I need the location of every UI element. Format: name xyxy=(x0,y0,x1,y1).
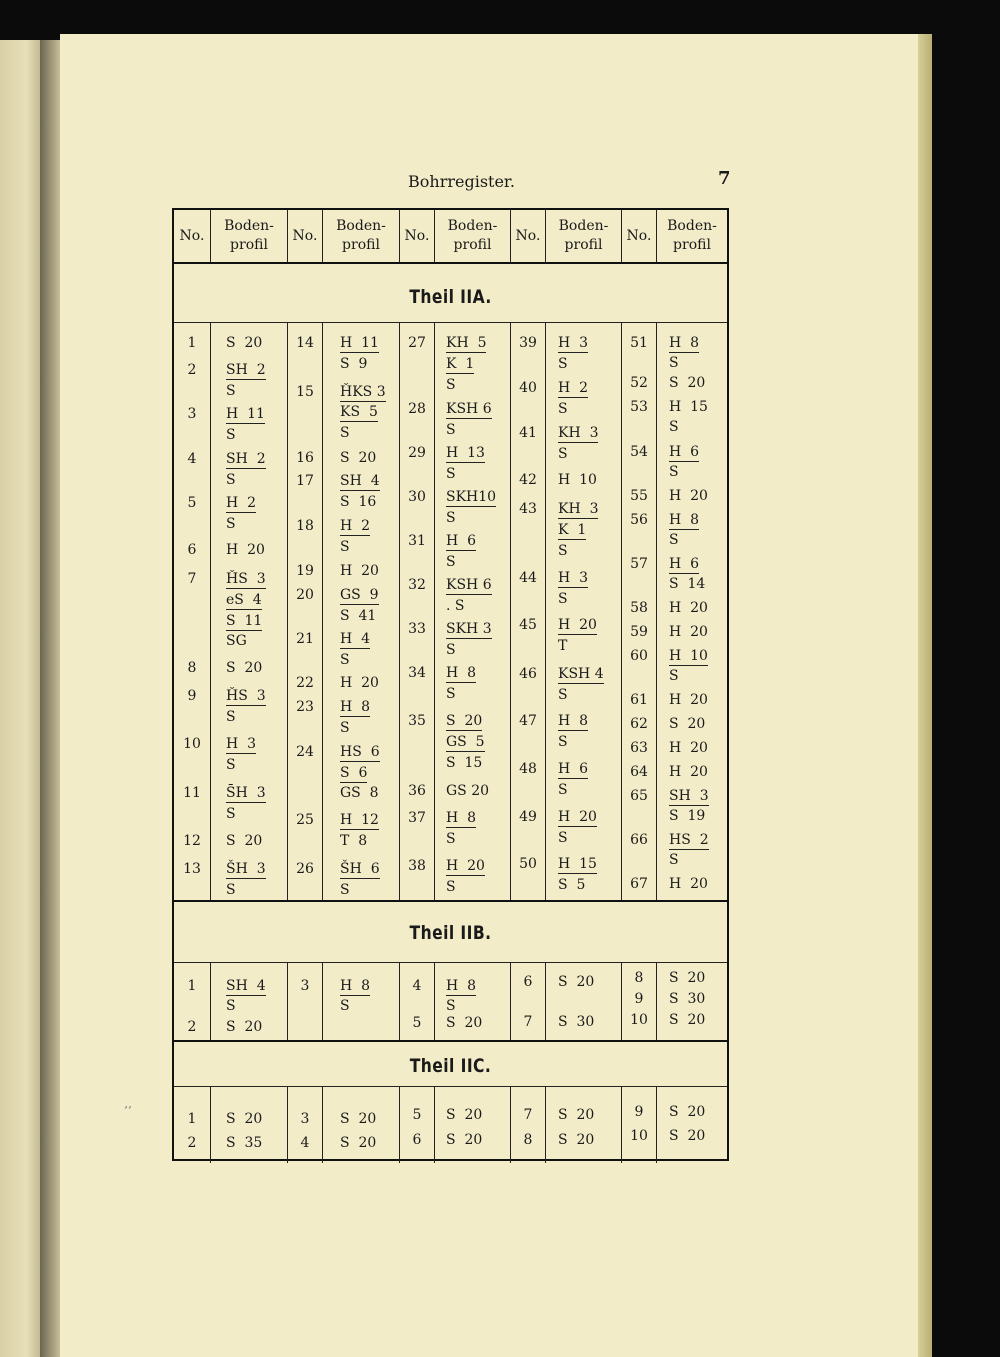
soil-profile-entry: S 11 xyxy=(226,613,263,629)
soil-profile-entry: S xyxy=(558,446,568,462)
bore-number: 47 xyxy=(519,713,537,729)
soil-profile-entry: eS 4 xyxy=(226,592,262,608)
bore-number: 6 xyxy=(412,1132,422,1148)
soil-profile-entry: S xyxy=(446,642,456,658)
column-rule xyxy=(545,1086,546,1163)
soil-profile-entry: S 16 xyxy=(340,494,377,510)
soil-profile-entry: GS 8 xyxy=(340,785,379,801)
bore-number: 3 xyxy=(187,406,197,422)
soil-profile-entry: H 3 xyxy=(226,736,257,752)
bore-number: 65 xyxy=(630,788,648,804)
soil-profile-entry: HS 2 xyxy=(669,832,709,848)
bore-number: 17 xyxy=(296,473,314,489)
column-rule xyxy=(545,210,546,262)
bore-number: 55 xyxy=(630,488,648,504)
soil-profile-entry: H 15 xyxy=(669,399,708,415)
soil-profile-entry: S xyxy=(226,998,236,1014)
soil-profile-entry: S 41 xyxy=(340,608,377,624)
soil-profile-entry: ȞKS 3 xyxy=(340,384,386,400)
soil-profile-entry: S 20 xyxy=(669,375,706,391)
bore-number: 60 xyxy=(630,648,648,664)
soil-profile-entry: H 12 xyxy=(340,812,379,828)
soil-profile-entry: KS 5 xyxy=(340,404,378,420)
col-header-no-4: No. xyxy=(515,227,541,244)
bore-number: 2 xyxy=(187,1135,197,1151)
soil-profile-entry: H 20 xyxy=(446,858,485,874)
soil-profile-entry: H 20 xyxy=(669,692,708,708)
column-rule xyxy=(322,962,323,1040)
soil-profile-entry: H 20 xyxy=(669,764,708,780)
header-profil: profil xyxy=(673,237,711,253)
bore-number: 58 xyxy=(630,600,648,616)
bore-number: 37 xyxy=(408,810,426,826)
soil-profile-entry: S 20 xyxy=(669,1104,706,1120)
soil-profile-entry: H 6 xyxy=(558,761,589,777)
soil-profile-entry: SH 4 xyxy=(226,978,266,994)
bore-number: 9 xyxy=(634,1104,644,1120)
soil-profile-entry: S xyxy=(446,686,456,702)
soil-profile-entry: S xyxy=(340,539,350,555)
soil-profile-entry: S xyxy=(340,998,350,1014)
bore-number: 63 xyxy=(630,740,648,756)
soil-profile-entry: H 4 xyxy=(340,631,371,647)
soil-profile-entry: H 20 xyxy=(669,488,708,504)
soil-profile-entry: H 20 xyxy=(558,617,597,633)
soil-profile-entry: S 20 xyxy=(558,1107,595,1123)
soil-profile-entry: S 35 xyxy=(226,1135,263,1151)
column-rule xyxy=(399,1086,400,1163)
soil-profile-entry: H 20 xyxy=(340,675,379,691)
soil-profile-entry: H 8 xyxy=(446,978,477,994)
bore-number: 10 xyxy=(630,1128,648,1144)
soil-profile-entry: K 1 xyxy=(558,522,587,538)
soil-profile-entry: ȞS 3 xyxy=(226,571,266,587)
column-rule xyxy=(399,210,400,262)
soil-profile-entry: SG xyxy=(226,633,247,649)
soil-profile-entry: H 8 xyxy=(669,512,700,528)
rule-under-theil-iib xyxy=(174,962,727,963)
col-header-profil-4 xyxy=(546,210,621,262)
soil-profile-entry: S xyxy=(226,472,236,488)
bore-number: 23 xyxy=(296,699,314,715)
soil-profile-entry: H 20 xyxy=(669,876,708,892)
col-header-profil-5 xyxy=(657,210,727,262)
soil-profile-entry: S 20 xyxy=(226,833,263,849)
soil-profile-entry: H 20 xyxy=(669,740,708,756)
page-number: 7 xyxy=(718,168,731,189)
bore-number: 33 xyxy=(408,621,426,637)
bore-number: 1 xyxy=(187,978,197,994)
bore-number: 56 xyxy=(630,512,648,528)
rule-end-theil-iia xyxy=(174,900,727,902)
bore-number: 46 xyxy=(519,666,537,682)
soil-profile-entry: H 20 xyxy=(669,624,708,640)
soil-profile-entry: KH 3 xyxy=(558,425,599,441)
soil-profile-entry: S xyxy=(446,879,456,895)
header-boden: Boden- xyxy=(667,218,717,234)
soil-profile-entry: S xyxy=(226,516,236,532)
bore-number: 1 xyxy=(187,335,197,351)
section-title-theil-iia: Theil IIA. xyxy=(409,286,492,308)
soil-profile-entry: S 20 xyxy=(558,1132,595,1148)
soil-profile-entry: S xyxy=(558,734,568,750)
soil-profile-entry: S 20 xyxy=(340,1111,377,1127)
bore-number: 16 xyxy=(296,450,314,466)
bore-number: 2 xyxy=(187,1019,197,1035)
bore-number: 66 xyxy=(630,832,648,848)
soil-profile-entry: . S xyxy=(446,598,465,614)
soil-profile-entry: S 30 xyxy=(558,1014,595,1030)
soil-profile-entry: H 8 xyxy=(669,335,700,351)
bore-number: 5 xyxy=(412,1107,422,1123)
header-profil: profil xyxy=(342,237,380,253)
facing-page-edge xyxy=(0,40,44,1357)
soil-profile-entry: S 20 xyxy=(446,1132,483,1148)
bore-number: 45 xyxy=(519,617,537,633)
header-profil: profil xyxy=(453,237,492,253)
bore-number: 8 xyxy=(187,660,197,676)
bore-number: 6 xyxy=(523,974,533,990)
soil-profile-entry: S xyxy=(340,720,350,736)
soil-profile-entry: H 10 xyxy=(558,472,597,488)
soil-profile-entry: T xyxy=(558,638,568,654)
soil-profile-entry: S 20 xyxy=(446,1107,483,1123)
soil-profile-entry: H 8 xyxy=(340,699,371,715)
soil-profile-entry: H 8 xyxy=(558,713,589,729)
header-profil: profil xyxy=(230,237,268,253)
bore-number: 7 xyxy=(523,1014,533,1030)
soil-profile-entry: S xyxy=(558,401,568,417)
soil-profile-entry: S 20 xyxy=(558,974,595,990)
bore-number: 48 xyxy=(519,761,537,777)
soil-profile-entry: S 6 xyxy=(340,765,368,781)
col-header-profil-1 xyxy=(211,210,287,262)
column-rule xyxy=(434,210,435,262)
soil-profile-entry: S xyxy=(669,532,679,548)
column-rule xyxy=(210,210,211,262)
bore-number: 27 xyxy=(408,335,426,351)
soil-profile-entry: H 2 xyxy=(340,518,371,534)
rule-under-theil-iia xyxy=(174,322,727,323)
soil-profile-entry: KSH 6 xyxy=(446,577,492,593)
soil-profile-entry: T 8 xyxy=(340,833,368,849)
header-boden: Boden- xyxy=(558,218,609,234)
soil-profile-entry: H 11 xyxy=(340,335,379,351)
soil-profile-entry: H 3 xyxy=(558,570,589,586)
soil-profile-entry: SH 2 xyxy=(226,451,266,467)
bore-number: 49 xyxy=(519,809,537,825)
soil-profile-entry: S xyxy=(446,422,456,438)
bore-number: 4 xyxy=(300,1135,310,1151)
bore-number: 21 xyxy=(296,631,314,647)
bore-number: 44 xyxy=(519,570,537,586)
page-fore-edge xyxy=(918,34,932,1357)
bore-number: 8 xyxy=(634,970,644,986)
bore-number: 19 xyxy=(296,563,314,579)
soil-profile-entry: S xyxy=(669,355,679,371)
soil-profile-entry: H 20 xyxy=(669,600,708,616)
bore-number: 38 xyxy=(408,858,426,874)
bore-number: 4 xyxy=(187,451,197,467)
bore-number: 41 xyxy=(519,425,537,441)
soil-profile-entry: SKH10 xyxy=(446,489,497,505)
soil-profile-entry: H 2 xyxy=(558,380,589,396)
soil-profile-entry: S xyxy=(558,591,568,607)
soil-profile-entry: S 30 xyxy=(669,991,706,1007)
soil-profile-entry: H 6 xyxy=(446,533,477,549)
soil-profile-entry: S xyxy=(669,464,679,480)
soil-profile-entry: S xyxy=(226,427,236,443)
bore-number: 11 xyxy=(183,785,201,801)
bore-number: 64 xyxy=(630,764,648,780)
soil-profile-entry: ȞS 3 xyxy=(226,688,266,704)
soil-profile-entry: KSH 6 xyxy=(446,401,492,417)
column-rule xyxy=(510,210,511,262)
bore-number: 36 xyxy=(408,783,426,799)
soil-profile-entry: S 20 xyxy=(446,713,483,729)
soil-profile-entry: S xyxy=(226,806,236,822)
soil-profile-entry: S xyxy=(558,687,568,703)
bore-number: 1 xyxy=(187,1111,197,1127)
bore-number: 10 xyxy=(183,736,201,752)
bore-number: 20 xyxy=(296,587,314,603)
soil-profile-entry: H 6 xyxy=(669,556,700,572)
header-boden: Boden- xyxy=(447,218,498,234)
soil-profile-entry: S xyxy=(446,377,456,393)
soil-profile-entry: GS 5 xyxy=(446,734,485,750)
bore-number: 18 xyxy=(296,518,314,534)
soil-profile-entry: S 20 xyxy=(226,335,263,351)
soil-profile-entry: S xyxy=(226,882,236,898)
soil-profile-entry: S xyxy=(558,830,568,846)
soil-profile-entry: S xyxy=(669,852,679,868)
soil-profile-entry: SH 4 xyxy=(340,473,380,489)
soil-profile-entry: KH 5 xyxy=(446,335,487,351)
bore-number: 10 xyxy=(630,1012,648,1028)
soil-profile-entry: HS 6 xyxy=(340,744,380,760)
bore-number: 31 xyxy=(408,533,426,549)
soil-profile-entry: H 20 xyxy=(226,542,265,558)
bore-number: 12 xyxy=(183,833,201,849)
soil-profile-entry: H 8 xyxy=(446,665,477,681)
soil-profile-entry: H 10 xyxy=(669,648,708,664)
soil-profile-entry: S 20 xyxy=(340,450,377,466)
soil-profile-entry: S xyxy=(669,668,679,684)
column-rule xyxy=(510,1086,511,1163)
soil-profile-entry: K 1 xyxy=(446,356,475,372)
header-profil: profil xyxy=(564,237,603,253)
soil-profile-entry: S xyxy=(226,757,236,773)
soil-profile-entry: S xyxy=(226,709,236,725)
soil-profile-entry: H 8 xyxy=(340,978,371,994)
soil-profile-entry: KH 3 xyxy=(558,501,599,517)
col-header-profil-3 xyxy=(435,210,510,262)
book-gutter xyxy=(40,40,62,1357)
soil-profile-entry: ŠH 3 xyxy=(226,861,266,877)
soil-profile-entry: S̄H 3 xyxy=(226,785,266,801)
column-rule xyxy=(287,962,288,1040)
bore-number: 67 xyxy=(630,876,648,892)
column-rule xyxy=(656,1086,657,1163)
soil-profile-entry: S xyxy=(340,652,350,668)
soil-profile-entry: SH 3 xyxy=(669,788,709,804)
soil-profile-entry: H 8 xyxy=(446,810,477,826)
soil-profile-entry: S 14 xyxy=(669,576,706,592)
bore-number: 52 xyxy=(630,375,648,391)
section-title-theil-iic: Theil IIC. xyxy=(409,1055,492,1077)
rule-under-theil-iic xyxy=(174,1086,727,1087)
soil-profile-entry: H 13 xyxy=(446,445,485,461)
bore-number: 13 xyxy=(183,861,201,877)
column-rule xyxy=(434,1086,435,1163)
soil-profile-entry: S xyxy=(558,543,568,559)
soil-profile-entry: H 20 xyxy=(558,809,597,825)
soil-profile-entry: S 20 xyxy=(446,1015,483,1031)
header-boden: Boden- xyxy=(224,218,274,234)
bore-number: 3 xyxy=(300,1111,310,1127)
bore-number: 26 xyxy=(296,861,314,877)
soil-profile-entry: S 19 xyxy=(669,808,706,824)
column-rule xyxy=(621,1086,622,1163)
soil-profile-entry: S 20 xyxy=(226,660,263,676)
soil-profile-entry: H 6 xyxy=(669,444,700,460)
soil-profile-entry: ŠH 6 xyxy=(340,861,380,877)
bore-number: 54 xyxy=(630,444,648,460)
bore-number: 24 xyxy=(296,744,314,760)
soil-profile-entry: KSH 4 xyxy=(558,666,604,682)
bore-number: 25 xyxy=(296,812,314,828)
bore-number: 34 xyxy=(408,665,426,681)
soil-profile-entry: S 9 xyxy=(340,356,368,372)
bore-number: 28 xyxy=(408,401,426,417)
bore-number: 30 xyxy=(408,489,426,505)
column-rule xyxy=(210,1086,211,1163)
bore-number: 7 xyxy=(523,1107,533,1123)
bore-number: 6 xyxy=(187,542,197,558)
soil-profile-entry: S xyxy=(446,998,456,1014)
bore-number: 7 xyxy=(187,571,197,587)
bore-number: 15 xyxy=(296,384,314,400)
rule-end-theil-iib xyxy=(174,1040,727,1042)
bore-number: 29 xyxy=(408,445,426,461)
bore-number: 4 xyxy=(412,978,422,994)
soil-profile-entry: S xyxy=(558,356,568,372)
column-rule xyxy=(322,210,323,262)
bore-number: 62 xyxy=(630,716,648,732)
soil-profile-entry: S 20 xyxy=(226,1111,263,1127)
soil-profile-entry: S xyxy=(446,831,456,847)
column-rule xyxy=(621,210,622,262)
bore-number: 61 xyxy=(630,692,648,708)
soil-profile-entry: GS 20 xyxy=(446,783,490,799)
soil-profile-entry: GS 9 xyxy=(340,587,379,603)
bore-number: 51 xyxy=(630,335,648,351)
bore-number: 22 xyxy=(296,675,314,691)
soil-profile-entry: S xyxy=(446,466,456,482)
bore-number: 53 xyxy=(630,399,648,415)
bore-number: 39 xyxy=(519,335,537,351)
bore-number: 2 xyxy=(187,362,197,378)
bore-number: 3 xyxy=(300,978,310,994)
bore-number: 32 xyxy=(408,577,426,593)
bore-number: 9 xyxy=(187,688,197,704)
soil-profile-entry: S 20 xyxy=(669,1128,706,1144)
soil-profile-entry: S xyxy=(558,782,568,798)
col-header-no-3: No. xyxy=(404,227,430,244)
section-title-theil-iib: Theil IIB. xyxy=(409,922,492,944)
bore-number: 40 xyxy=(519,380,537,396)
soil-profile-entry: S 20 xyxy=(669,970,706,986)
soil-profile-entry: H 2 xyxy=(226,495,257,511)
bore-number: 42 xyxy=(519,472,537,488)
soil-profile-entry: S 20 xyxy=(669,716,706,732)
soil-profile-entry: H 20 xyxy=(340,563,379,579)
bore-number: 35 xyxy=(408,713,426,729)
col-header-no-2: No. xyxy=(292,227,318,244)
soil-profile-entry: S 20 xyxy=(226,1019,263,1035)
soil-profile-entry: S 5 xyxy=(558,877,586,893)
soil-profile-entry: H 11 xyxy=(226,406,265,422)
running-title: Bohrregister. xyxy=(408,172,515,191)
margin-mark: ’’ xyxy=(124,1104,132,1118)
rule-under-header xyxy=(174,262,727,264)
soil-profile-entry: S 20 xyxy=(669,1012,706,1028)
bore-number: 57 xyxy=(630,556,648,572)
bore-number: 14 xyxy=(296,335,314,351)
bore-number: 59 xyxy=(630,624,648,640)
bore-register-table xyxy=(172,208,729,1161)
column-rule xyxy=(210,962,211,1040)
column-rule xyxy=(287,210,288,262)
soil-profile-entry: SH 2 xyxy=(226,362,266,378)
bore-number: 8 xyxy=(523,1132,533,1148)
col-header-no-1: No. xyxy=(179,227,205,244)
soil-profile-entry: S xyxy=(669,419,679,435)
soil-profile-entry: S xyxy=(226,383,236,399)
header-boden: Boden- xyxy=(336,218,386,234)
soil-profile-entry: S 15 xyxy=(446,755,483,771)
soil-profile-entry: S xyxy=(446,510,456,526)
soil-profile-entry: S xyxy=(446,554,456,570)
bore-number: 9 xyxy=(634,991,644,1007)
bore-number: 5 xyxy=(187,495,197,511)
soil-profile-entry: S 20 xyxy=(340,1135,377,1151)
bore-number: 50 xyxy=(519,856,537,872)
soil-profile-entry: S xyxy=(340,425,350,441)
bore-number: 43 xyxy=(519,501,537,517)
col-header-profil-2 xyxy=(323,210,399,262)
soil-profile-entry: H 15 xyxy=(558,856,597,872)
bore-number: 5 xyxy=(412,1015,422,1031)
column-rule xyxy=(210,322,211,900)
soil-profile-entry: S xyxy=(340,882,350,898)
soil-profile-entry: H 3 xyxy=(558,335,589,351)
column-rule xyxy=(656,210,657,262)
col-header-no-5: No. xyxy=(626,227,652,244)
soil-profile-entry: SKH 3 xyxy=(446,621,492,637)
